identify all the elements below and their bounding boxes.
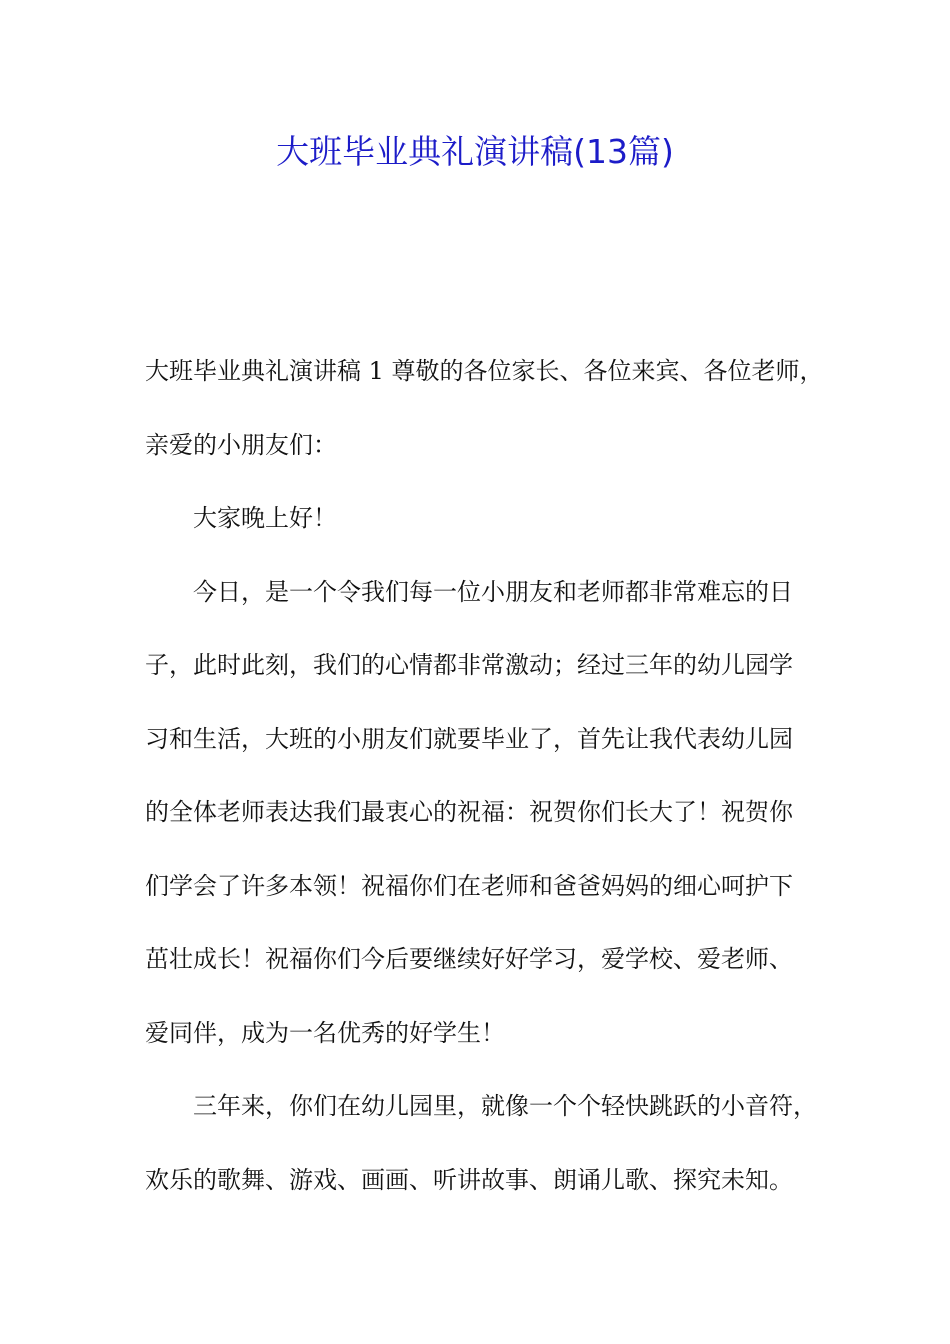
paragraph-line: 的全体老师表达我们最衷心的祝福：祝贺你们长大了！祝贺你 — [145, 798, 793, 826]
paragraph-line: 们学会了许多本领！祝福你们在老师和爸爸妈妈的细心呵护下 — [145, 871, 793, 900]
document-title: 大班毕业典礼演讲稿(13篇) — [276, 132, 674, 171]
paragraph-line: 大班毕业典礼演讲稿 1 尊敬的各位家长、各位来宾、各位老师， — [145, 357, 824, 385]
paragraph-line: 习和生活，大班的小朋友们就要毕业了，首先让我代表幼儿园 — [145, 724, 793, 753]
document-body — [145, 335, 835, 1217]
paragraph-line: 三年来，你们在幼儿园里，就像一个个轻快跳跃的小音符， — [193, 1092, 817, 1120]
paragraph-line: 爱同伴，成为一名优秀的好学生！ — [145, 1018, 505, 1047]
paragraph-line: 亲爱的小朋友们： — [145, 430, 337, 459]
paragraph-line: 大家晚上好！ — [193, 504, 337, 532]
paragraph-line: 今日，是一个令我们每一位小朋友和老师都非常难忘的日 — [193, 577, 793, 606]
paragraph-line: 子，此时此刻，我们的心情都非常激动；经过三年的幼儿园学 — [145, 651, 793, 679]
paragraph-line: 欢乐的歌舞、游戏、画画、听讲故事、朗诵儿歌、探究未知。 — [145, 1165, 793, 1194]
paragraph-line: 茁壮成长！祝福你们今后要继续好好学习，爱学校、爱老师、 — [145, 945, 793, 973]
